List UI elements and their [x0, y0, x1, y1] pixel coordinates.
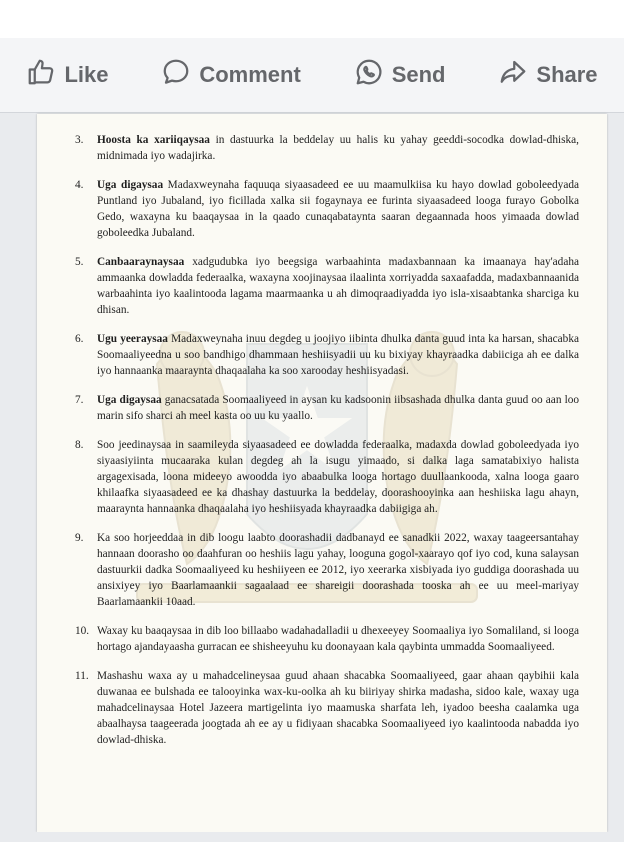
- item-number: 5.: [75, 256, 84, 268]
- item-text: Madaxweynaha faquuqa siyaasadeed ee uu maamulkiisa ku hayo dowlad goboleedyada Puntland iyo Jubaland, iyo ficillada xalka sii fogaynaya ee furinta siyaasadeed looga furayo Gobolka Gedo, waxayna ku baaqaysaa in la qaado cunaqabataynta saaran degaannada hoos yimaada dowlad goboleedka Jubaland.: [97, 179, 579, 239]
- item-number: 4.: [75, 179, 84, 191]
- list-item: [75, 392, 580, 424]
- item-text: Mashashu waxa ay u mahadcelineysaa guud ahaan shacabka Soomaaliyeed, gaar ahaan qaybihii kala duwanaa ee bulshada ee talooyinka wax-ku-oolka ah ku biiriyay shirka madasha, sidoo kale, waxay uga mahadcelinaysaa Hotel Jazeera martigelinta iyo maamuska sharfata leh, iyadoo beesha caalamka uga abaalhaysa taageerada joogtada ah ee ay u fidiyaan shacabka Soomaaliyeed iyo kaalintooda nabadda iyo dowlad-dhiska.: [97, 670, 579, 746]
- item-number: 6.: [75, 333, 84, 345]
- item-lead: Uga digaysaa: [97, 394, 162, 406]
- list-item: [75, 331, 579, 379]
- post-header-strip: [0, 0, 624, 39]
- comment-label: Comment: [199, 62, 301, 87]
- list-item: [75, 623, 579, 655]
- item-text: ganacsatada Soomaaliyeed in aysan ku kadsoonin iibsashada dhulka danta guud oo aan loo marin sifo sharci ah meel kasta oo uu ku yaallo.: [97, 394, 580, 422]
- resolution-list: [37, 114, 607, 748]
- item-lead: Uga digaysaa: [97, 179, 164, 191]
- like-label: Like: [64, 62, 109, 87]
- item-text: Soo jeedinaysaa in saamileyda siyaasadeed ee dowladda federaalka, madaxda dowlad goboleedyada iyo siyaasiyiinta mucaaraka kulan degdeg ah la isugu yimaado, si dalka laga samatabixiyo halista argagexisada, loona mideeyo awoodda iyo abaabulka looga hortago duullaankooda, xalna looga gaaro khilaafka siyaasadeed ee ka dhashay dastuurka la beddelay, doorashooyinka aan heshiiska lagu ahayn, maaraynta hannaanka dhaqaalaha iyo heshiisyada khayraadka dabiigiga ah.: [97, 439, 579, 515]
- document-page: [37, 114, 607, 832]
- share-button[interactable]: [498, 57, 597, 93]
- list-item: [75, 254, 579, 318]
- item-text: xadgudubka iyo beegsiga warbaahinta madaxbannaan ka imaanaya hay'adaha ammaanka dowladda federaalka, waxayna xoojinaysaa ilaalinta xorriyadda saxaafadda, madaxbannaanida warbaahinta iyo kaalintooda lagama maarmaanka u ah dimoqraadiyadda iyo isla-xisaabtanka sharciga ku dhisan.: [97, 256, 579, 316]
- item-number: 11.: [75, 670, 89, 682]
- item-text: in dastuurka la beddelay uu halis ku yahay geeddi-socodka dowlad-dhiska, midnimada iyo wadajirka.: [97, 134, 579, 162]
- comment-bubble-icon: [161, 57, 191, 93]
- page-bottom-edge: [0, 832, 624, 842]
- like-button[interactable]: [26, 57, 108, 93]
- item-number: 9.: [75, 532, 84, 544]
- send-label: Send: [391, 62, 446, 87]
- item-number: 8.: [75, 439, 84, 451]
- list-item: [75, 132, 579, 164]
- item-lead: Hoosta ka xariiqaysaa: [97, 134, 210, 146]
- item-lead: Canbaaraynaysaa: [97, 256, 185, 268]
- item-text: Madaxweynaha inuu degdeg u joojiyo iibinta dhulka danta guud inta ka harsan, shacabka Soomaaliyeedna u soo bandhigo dhammaan heshiisyadii uu ku bixiyay khayraadka dabiiciga ah ee dalka iyo hannaanka maaraynta dhaqaalaha ka soo xarooday heshiisyadasi.: [97, 333, 579, 377]
- list-item: [75, 668, 579, 748]
- list-item: [75, 437, 579, 517]
- item-number: 3.: [75, 134, 84, 146]
- share-label: Share: [536, 62, 598, 87]
- thumbs-up-icon: [26, 57, 56, 93]
- item-text: Ka soo horjeeddaa in dib loogu laabto doorashadii dadbanayd ee sanadkii 2022, waxay taageersantahay hannaan doorasho oo daahfuran oo heshiis lagu yahay, looguna gogol-xaarayo qof iyo cod, kuna salaysan dastuurkii dadka Soomaaliyeed ku heshiiyeen ee 2012, iyo xeerarka xisbiyada iyo guddiga doorashada uu ansixiyey iyo Baarlamaankii sagaalaad ee shareigii doorashada tooska ah ee uu meel-mariyay Baarlamaankii 10aad.: [97, 532, 579, 608]
- item-number: 10.: [75, 625, 90, 637]
- post-action-bar: [0, 38, 624, 113]
- comment-button[interactable]: [161, 57, 300, 93]
- send-button[interactable]: [354, 57, 446, 93]
- item-number: 7.: [75, 394, 84, 406]
- item-text: Waxay ku baaqaysaa in dib loo billaabo wadahadalladii u dhexeeyey Soomaaliya iyo Somaliland, si looga hortago ajandayaasha gurracan ee shisheeyuhu ku doonayaan kala qaybinta ummadda Soomaaliyeed.: [97, 625, 579, 653]
- whatsapp-icon: [354, 57, 384, 93]
- list-item: [75, 530, 579, 610]
- item-lead: Ugu yeeraysaa: [97, 333, 168, 345]
- list-item: [75, 177, 579, 241]
- share-arrow-icon: [498, 57, 528, 93]
